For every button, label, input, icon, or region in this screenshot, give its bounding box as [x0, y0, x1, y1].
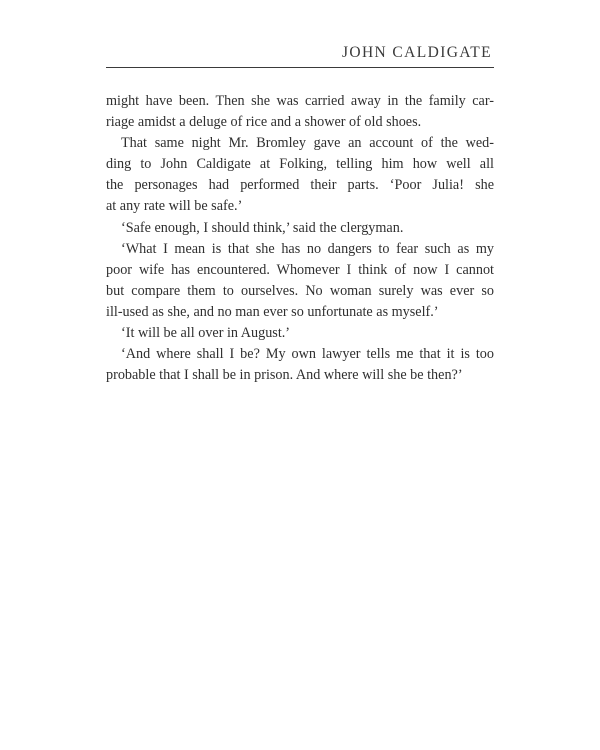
text-line: but compare them to ourselves. No woman surely was ever so: [106, 282, 494, 299]
text-line: ‘It will be all over in August.’: [121, 325, 291, 342]
body-text: [106, 91, 494, 386]
text-line: ding to John Caldigate at Folking, telling him how well all: [106, 156, 494, 173]
header-rule: [106, 67, 494, 68]
text-line: at any rate will be safe.’: [106, 198, 243, 215]
text-line: ‘What I mean is that she has no dangers to fear such as my: [121, 240, 494, 257]
text-line: That same night Mr. Bromley gave an account of the wed-: [121, 135, 494, 152]
text-line: riage amidst a deluge of rice and a shower of old shoes.: [106, 114, 422, 131]
text-line: might have been. Then she was carried away in the family car-: [106, 93, 494, 109]
text-line: ‘Safe enough, I should think,’ said the clergyman.: [121, 219, 404, 236]
running-head: JOHN CALDIGATE: [341, 44, 492, 61]
text-line: the personages had performed their parts. ‘Poor Julia! she: [106, 177, 494, 194]
text-line: poor wife has encountered. Whomever I think of now I cannot: [106, 261, 494, 278]
text-line: probable that I shall be in prison. And where will she be then?’: [106, 367, 463, 384]
text-line: ill-used as she, and no man ever so unfortunate as myself.’: [106, 303, 439, 320]
text-line: ‘And where shall I be? My own lawyer tells me that it is too: [121, 346, 494, 363]
